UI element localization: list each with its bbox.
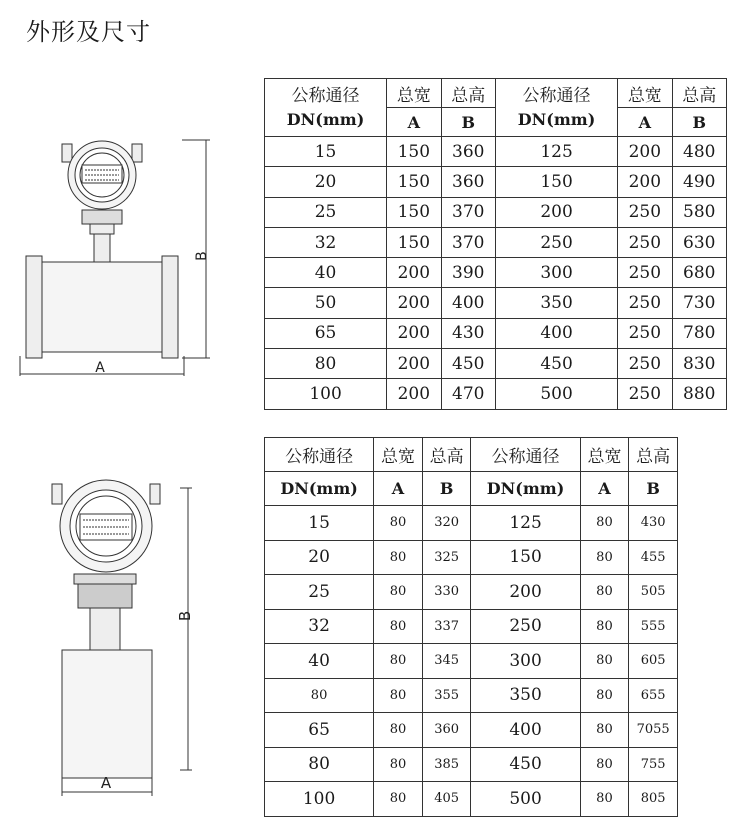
table-cell: 360: [441, 167, 495, 197]
table-cell: 250: [618, 288, 672, 318]
table-cell: 360: [441, 137, 495, 167]
table-cell: 250: [618, 197, 672, 227]
table-cell: 80: [374, 644, 423, 679]
dimension-b-label: B: [194, 251, 210, 261]
table-row: [265, 575, 678, 610]
flowmeter-wafer-drawing: [40, 474, 210, 804]
table-cell: 345: [422, 644, 471, 679]
table-cell: 80: [580, 575, 629, 610]
table-cell: 370: [441, 227, 495, 257]
table-row: [265, 713, 678, 748]
table-cell: 25: [265, 197, 387, 227]
table-cell: 430: [441, 318, 495, 348]
header-total-width-2: 总宽: [618, 79, 672, 108]
table-cell: 470: [441, 379, 495, 409]
header-nominal-diameter: 公称通径 DN(mm): [265, 79, 387, 137]
table-cell: 655: [629, 678, 678, 713]
table-cell: 450: [495, 349, 617, 379]
header-dn: DN(mm): [265, 472, 374, 506]
table-row: [265, 506, 678, 541]
table-cell: 385: [422, 747, 471, 782]
table-row: [265, 678, 678, 713]
header-total-height: 总高: [422, 438, 471, 472]
table-cell: 80: [580, 747, 629, 782]
header-b-2: B: [629, 472, 678, 506]
table-cell: 250: [618, 258, 672, 288]
table-cell: 80: [580, 644, 629, 679]
table-cell: 430: [629, 506, 678, 541]
table-cell: 480: [672, 137, 726, 167]
table-cell: 250: [618, 318, 672, 348]
table-row: [265, 197, 727, 227]
table-cell: 150: [387, 137, 441, 167]
table-cell: 200: [618, 137, 672, 167]
table-cell: 780: [672, 318, 726, 348]
header-total-width-2: 总宽: [580, 438, 629, 472]
table-cell: 505: [629, 575, 678, 610]
table-cell: 330: [422, 575, 471, 610]
header-total-height: 总高: [441, 79, 495, 108]
table-cell: 360: [422, 713, 471, 748]
table-cell: 630: [672, 227, 726, 257]
table-cell: 25: [265, 575, 374, 610]
table-cell: 500: [471, 782, 580, 817]
header-a: A: [387, 108, 441, 137]
table-cell: 125: [495, 137, 617, 167]
table-cell: 20: [265, 167, 387, 197]
table-cell: 250: [495, 227, 617, 257]
table-cell: 15: [265, 137, 387, 167]
table-cell: 40: [265, 644, 374, 679]
table-cell: 200: [387, 258, 441, 288]
table-cell: 80: [374, 747, 423, 782]
table-cell: 65: [265, 318, 387, 348]
table-cell: 65: [265, 713, 374, 748]
table-cell: 350: [495, 288, 617, 318]
table-cell: 355: [422, 678, 471, 713]
table-cell: 200: [387, 379, 441, 409]
table-cell: 250: [471, 609, 580, 644]
table-row: [265, 258, 727, 288]
header-total-width: 总宽: [387, 79, 441, 108]
table-cell: 555: [629, 609, 678, 644]
table-cell: 755: [629, 747, 678, 782]
table-row: [265, 540, 678, 575]
table-cell: 300: [495, 258, 617, 288]
header-dn-2: DN(mm): [471, 472, 580, 506]
table-cell: 100: [265, 379, 387, 409]
table-cell: 32: [265, 609, 374, 644]
table-row: [265, 288, 727, 318]
header-nominal-diameter-2: 公称通径 DN(mm): [495, 79, 617, 137]
table-cell: 80: [580, 782, 629, 817]
table-cell: 150: [495, 167, 617, 197]
table-cell: 15: [265, 506, 374, 541]
table-cell: 337: [422, 609, 471, 644]
table-cell: 320: [422, 506, 471, 541]
table-cell: 80: [580, 713, 629, 748]
table-cell: 450: [471, 747, 580, 782]
table-cell: 830: [672, 349, 726, 379]
table-cell: 50: [265, 288, 387, 318]
dimension-table-wafer: [264, 437, 678, 817]
header-b: B: [422, 472, 471, 506]
table-cell: 605: [629, 644, 678, 679]
table-row: [265, 747, 678, 782]
table-cell: 200: [471, 575, 580, 610]
table-cell: 150: [471, 540, 580, 575]
table-cell: 400: [441, 288, 495, 318]
header-a-2: A: [580, 472, 629, 506]
table-cell: 200: [618, 167, 672, 197]
table-cell: 80: [265, 747, 374, 782]
table-cell: 7055: [629, 713, 678, 748]
table-cell: 805: [629, 782, 678, 817]
header-total-height-2: 总高: [629, 438, 678, 472]
table-cell: 150: [387, 197, 441, 227]
table-cell: 250: [618, 227, 672, 257]
table-cell: 80: [580, 678, 629, 713]
header-nominal-diameter-2: 公称通径: [471, 438, 580, 472]
table-row: [265, 379, 727, 409]
table-cell: 80: [265, 678, 374, 713]
table-cell: 80: [265, 349, 387, 379]
table-cell: 405: [422, 782, 471, 817]
table-cell: 80: [374, 540, 423, 575]
table-cell: 150: [387, 167, 441, 197]
table-row: [265, 782, 678, 817]
table-cell: 80: [580, 540, 629, 575]
table-row: [265, 318, 727, 348]
header-nominal-diameter: 公称通径: [265, 438, 374, 472]
table-cell: 200: [387, 288, 441, 318]
header-b: B: [441, 108, 495, 137]
table-cell: 80: [374, 575, 423, 610]
table-row: [265, 609, 678, 644]
table-cell: 32: [265, 227, 387, 257]
table-cell: 200: [495, 197, 617, 227]
table-cell: 680: [672, 258, 726, 288]
table-cell: 455: [629, 540, 678, 575]
page-title: 外形及尺寸: [26, 18, 151, 46]
table-cell: 80: [580, 506, 629, 541]
header-total-height-2: 总高: [672, 79, 726, 108]
table-cell: 500: [495, 379, 617, 409]
table-cell: 400: [471, 713, 580, 748]
table-cell: 300: [471, 644, 580, 679]
table-row: [265, 137, 727, 167]
table-cell: 80: [374, 678, 423, 713]
table-cell: 200: [387, 349, 441, 379]
table-cell: 80: [374, 506, 423, 541]
table-cell: 100: [265, 782, 374, 817]
header-a: A: [374, 472, 423, 506]
header-a-2: A: [618, 108, 672, 137]
table-cell: 390: [441, 258, 495, 288]
table-cell: 80: [374, 609, 423, 644]
table-cell: 880: [672, 379, 726, 409]
table-cell: 150: [387, 227, 441, 257]
table-row: [265, 227, 727, 257]
dimension-table-flange: [264, 78, 727, 410]
table-cell: 490: [672, 167, 726, 197]
table-cell: 40: [265, 258, 387, 288]
dimension-a-label: A: [100, 774, 112, 792]
table-cell: 370: [441, 197, 495, 227]
header-b-2: B: [672, 108, 726, 137]
table-cell: 80: [374, 782, 423, 817]
table-cell: 20: [265, 540, 374, 575]
table-cell: 350: [471, 678, 580, 713]
table-cell: 730: [672, 288, 726, 318]
table-cell: 80: [374, 713, 423, 748]
table-cell: 325: [422, 540, 471, 575]
table-row: [265, 167, 727, 197]
table-cell: 250: [618, 349, 672, 379]
header-total-width: 总宽: [374, 438, 423, 472]
table-cell: 580: [672, 197, 726, 227]
dimension-a-label: A: [95, 360, 105, 376]
table-cell: 400: [495, 318, 617, 348]
flowmeter-flange-drawing: [10, 130, 220, 380]
table-cell: 250: [618, 379, 672, 409]
table-cell: 200: [387, 318, 441, 348]
table-row: [265, 644, 678, 679]
table-cell: 125: [471, 506, 580, 541]
table-cell: 450: [441, 349, 495, 379]
table-row: [265, 349, 727, 379]
dimension-b-label: B: [176, 610, 194, 622]
table-cell: 80: [580, 609, 629, 644]
